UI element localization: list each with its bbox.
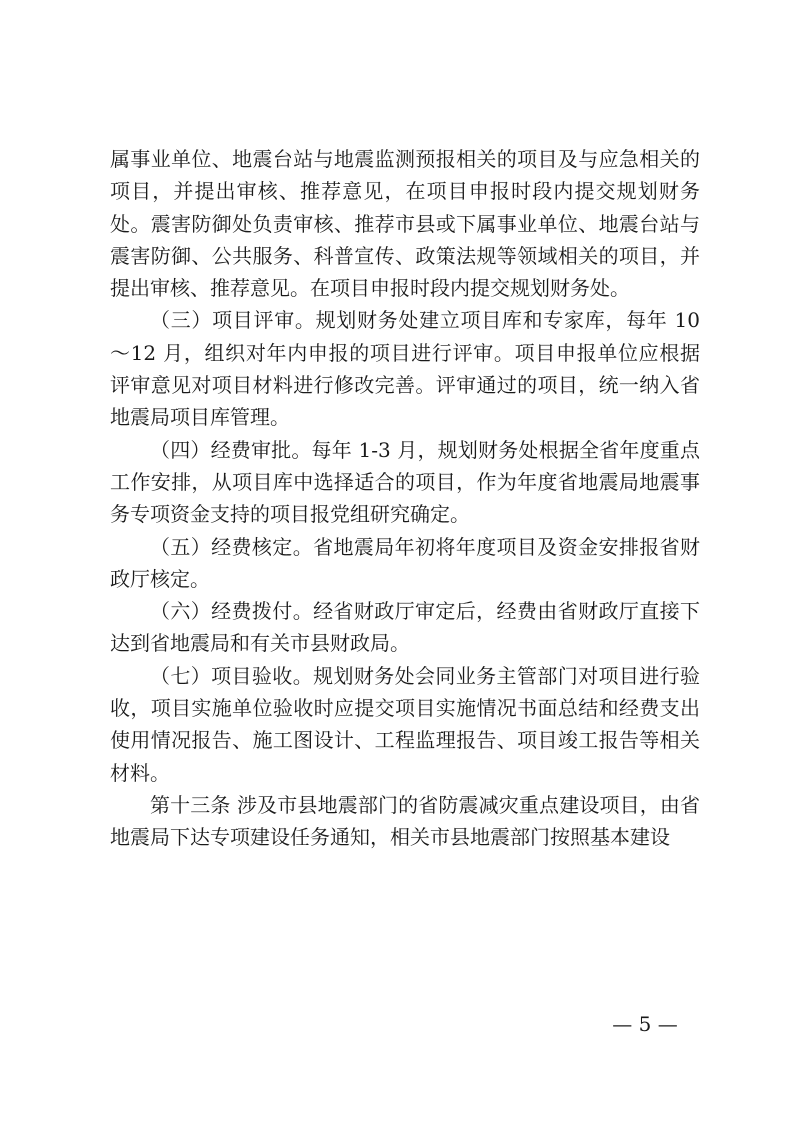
paragraph-continued: 属事业单位、地震台站与地震监测预报相关的项目及与应急相关的项目，并提出审核、推荐意见，在项目申报时段内提交规划财务处。震害防御处负责审核、推荐市县或下属事业单位、地震台站与震害防御、公共服务、科普宣传、政策法规等领域相关的项目，并提出审核、推荐意见。在项目申报时段内提交规划财务处。	[110, 147, 700, 301]
paragraph-article-13: 第十三条 涉及市县地震部门的省防震减灾重点建设项目，由省地震局下达专项建设任务通知，相关市县地震部门按照基本建设	[110, 792, 700, 850]
paragraph-funding-approval: （四）经费审批。每年 1-3 月，规划财务处根据全省年度重点工作安排，从项目库中选择适合的项目，作为年度省地震局地震事务专项资金支持的项目报党组研究确定。	[110, 437, 700, 527]
page-number: — 5 —	[612, 1012, 678, 1036]
paragraph-funding-verification: （五）经费核定。省地震局年初将年度项目及资金安排报省财政厅核定。	[110, 534, 700, 591]
paragraph-project-review: （三）项目评审。规划财务处建立项目库和专家库，每年 10～12 月，组织对年内申报的项目进行评审。项目申报单位应根据评审意见对项目材料进行修改完善。评审通过的项目，统一纳入省地震局项目库管理。	[110, 308, 700, 430]
body-text	[110, 143, 700, 854]
paragraph-funding-disbursement: （六）经费拨付。经省财政厅审定后，经费由省财政厅直接下达到省地震局和有关市县财政局。	[110, 599, 700, 656]
paragraph-project-acceptance: （七）项目验收。规划财务处会同业务主管部门对项目进行验收，项目实施单位验收时应提交项目实施情况书面总结和经费支出使用情况报告、施工图设计、工程监理报告、项目竣工报告等相关材料。	[110, 663, 700, 785]
